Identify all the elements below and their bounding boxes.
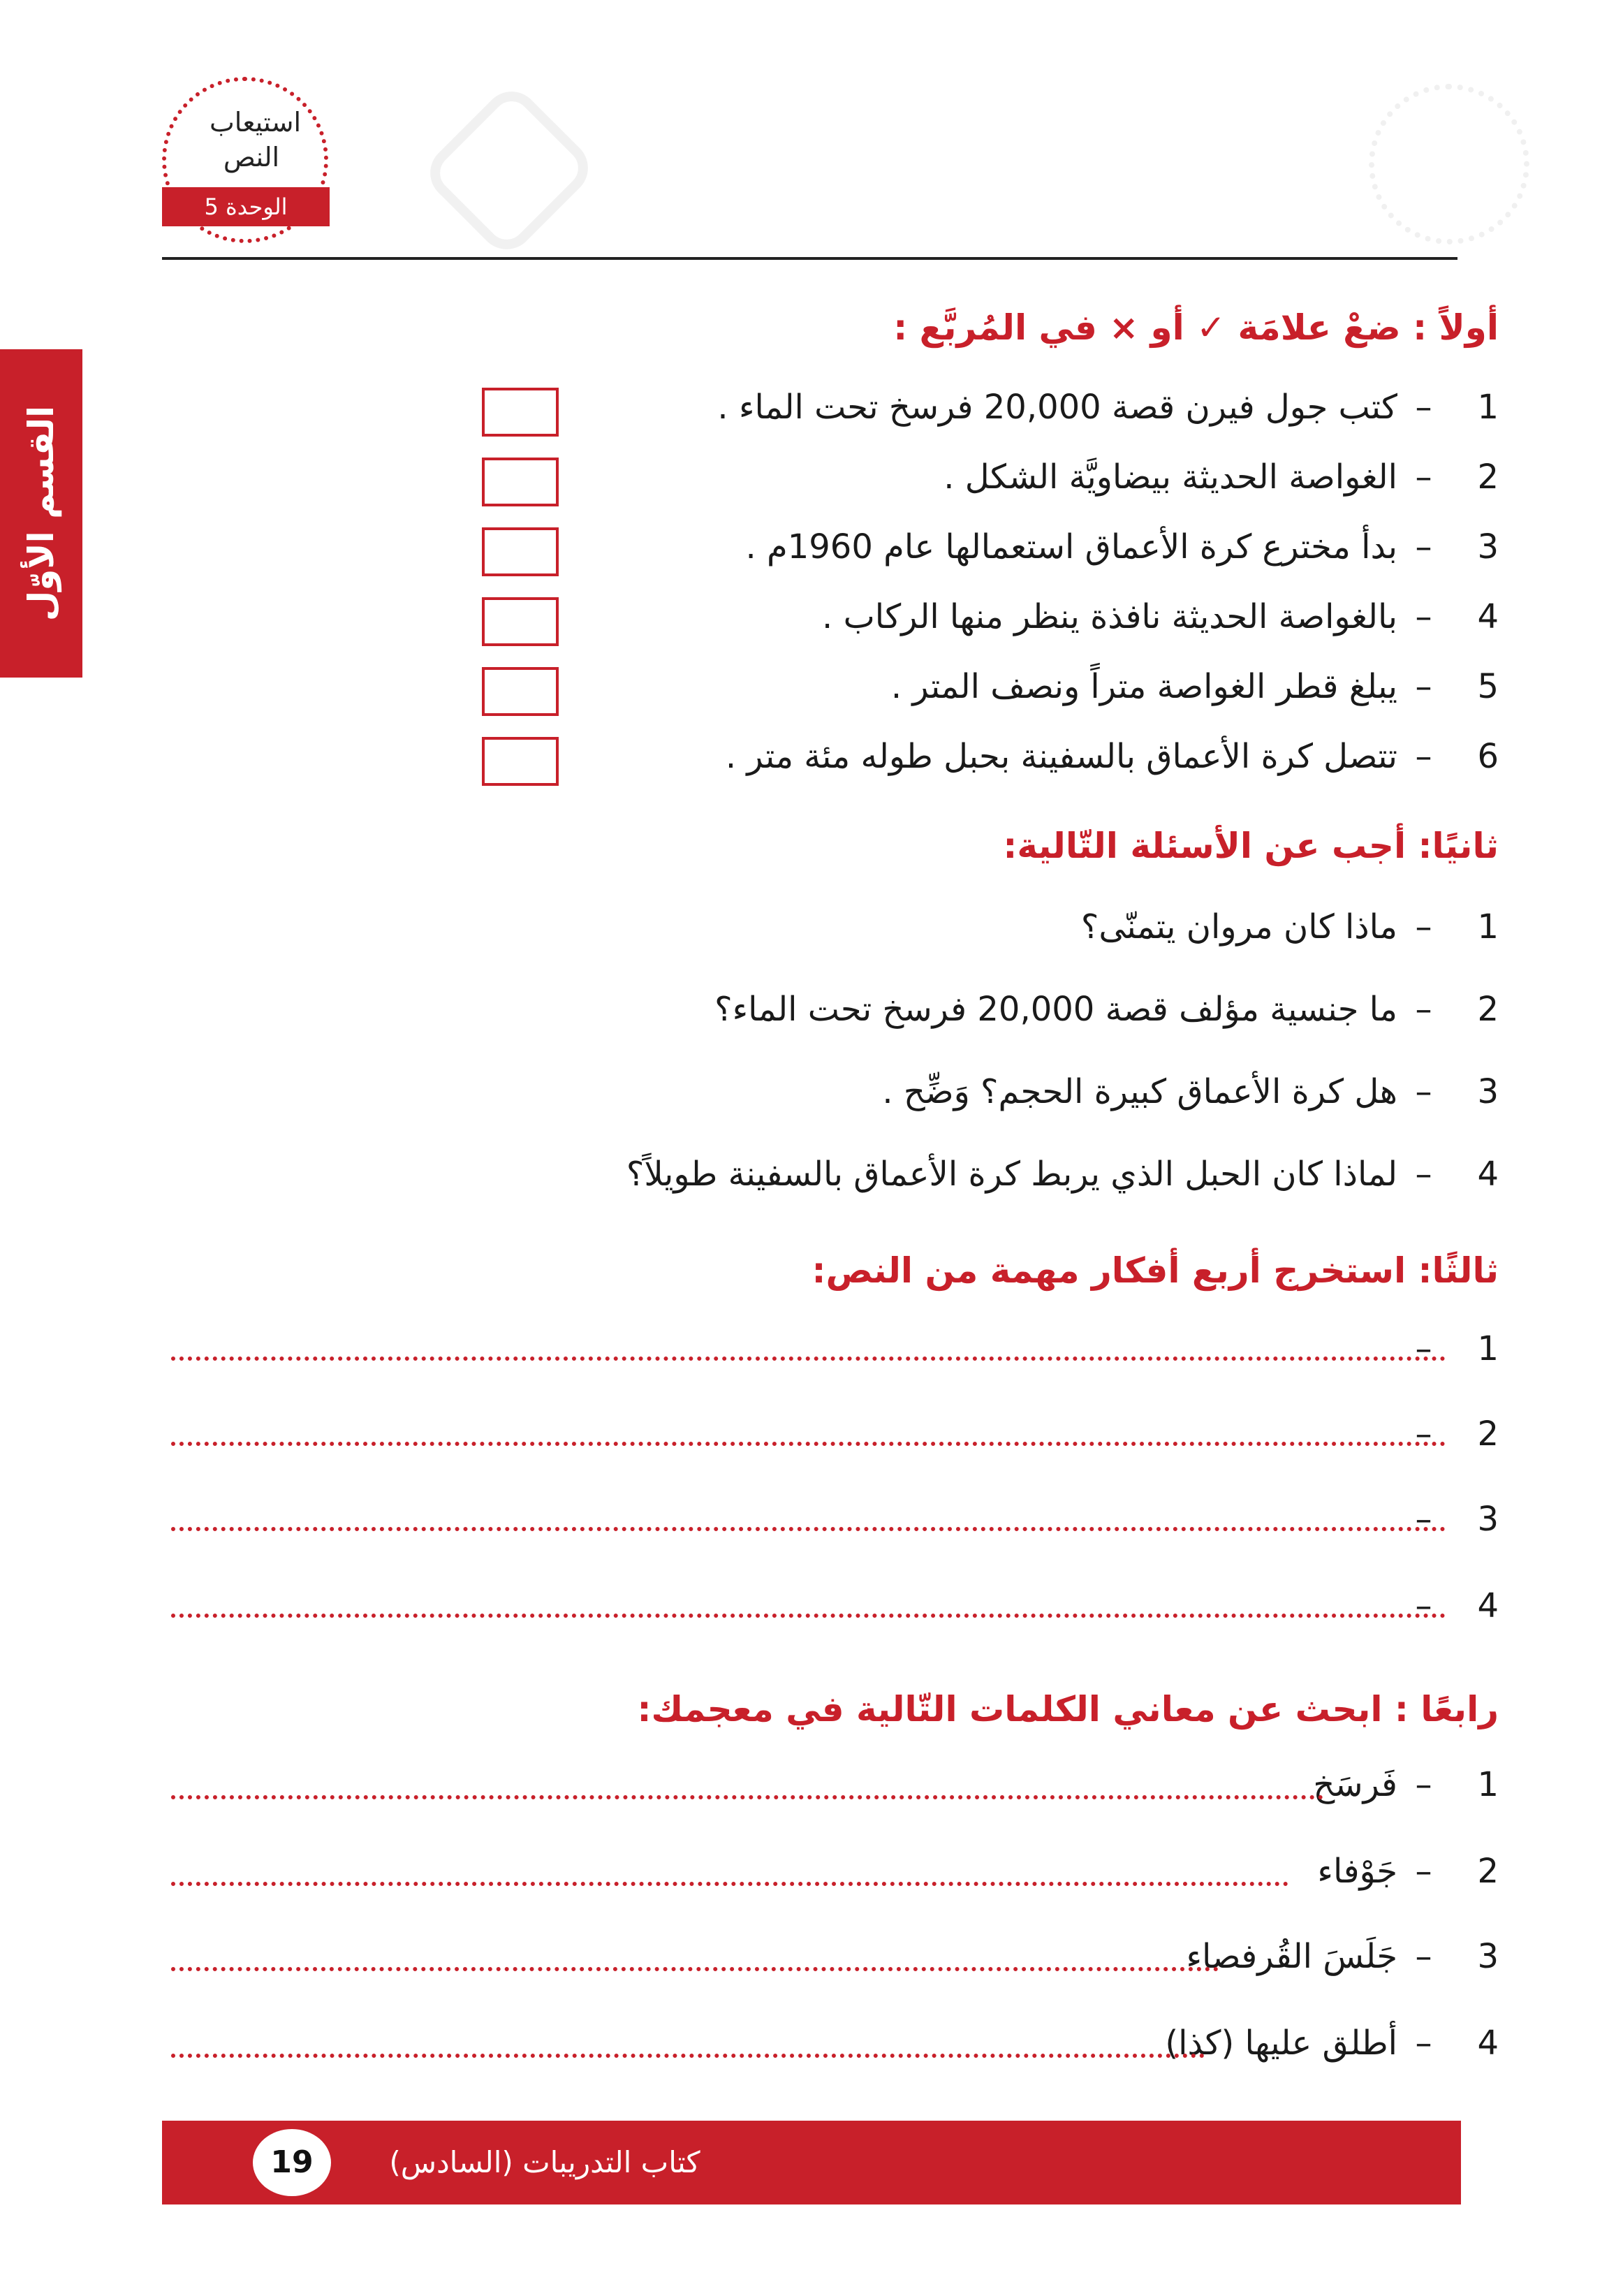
section4-item (172, 1925, 1499, 1988)
item-number: 3 (1477, 1072, 1499, 1111)
item-text: جَلَسَ القُرفصاء (1186, 1937, 1397, 1976)
section1-item (172, 725, 1499, 788)
item-dash: – (1415, 1329, 1432, 1368)
answer-line[interactable] (171, 1527, 1446, 1531)
answer-line[interactable] (171, 1882, 1288, 1886)
item-dash: – (1415, 458, 1432, 497)
item-dash: – (1415, 1500, 1432, 1539)
header-divider (162, 257, 1457, 260)
answer-checkbox-2[interactable] (482, 458, 559, 506)
item-dash: – (1415, 737, 1432, 776)
section3-item (172, 1403, 1499, 1465)
item-dash: – (1415, 1586, 1432, 1625)
section4-item (172, 1753, 1499, 1816)
section3-heading: ثالثًا: استخرج أربع أفكار مهمة من النص: (812, 1250, 1499, 1291)
item-number: 2 (1477, 458, 1499, 497)
lesson-badge-title (210, 105, 302, 175)
item-text: يبلغ قطر الغواصة متراً ونصف المتر . (890, 667, 1397, 706)
section3-item (172, 1574, 1499, 1637)
answer-line[interactable] (171, 1795, 1323, 1799)
item-text: ما جنسية مؤلف قصة 20,000 فرسخ تحت الماء؟ (714, 990, 1397, 1029)
item-dash: – (1415, 667, 1432, 706)
item-text: الغواصة الحديثة بيضاويَّة الشكل . (943, 458, 1397, 497)
item-dash: – (1415, 1155, 1432, 1194)
item-dash: – (1415, 597, 1432, 636)
item-number: 1 (1477, 1765, 1499, 1804)
section4-heading: رابعًا : ابحث عن معاني الكلمات التّالية في معجمك: (637, 1689, 1499, 1730)
item-number: 4 (1477, 1155, 1499, 1194)
section1-item (172, 585, 1499, 648)
answer-checkbox-5[interactable] (482, 667, 559, 716)
item-number: 4 (1477, 597, 1499, 636)
item-number: 6 (1477, 737, 1499, 776)
section4-item (172, 1840, 1499, 1903)
item-number: 4 (1477, 1586, 1499, 1625)
answer-checkbox-6[interactable] (482, 737, 559, 786)
item-number: 1 (1477, 388, 1499, 427)
section3-item (172, 1488, 1499, 1551)
section2-item (172, 978, 1499, 1041)
item-dash: – (1415, 1937, 1432, 1976)
item-dash: – (1415, 527, 1432, 566)
item-dash: – (1415, 2024, 1432, 2063)
item-text: أطلق عليها (كذا) (1165, 2024, 1397, 2063)
item-text: جَوْفاء (1317, 1852, 1397, 1891)
answer-line[interactable] (171, 1442, 1446, 1446)
item-number: 3 (1477, 527, 1499, 566)
section2-item (172, 1060, 1499, 1123)
item-dash: – (1415, 1414, 1432, 1454)
answer-checkbox-1[interactable] (482, 388, 559, 437)
item-number: 1 (1477, 1329, 1499, 1368)
answer-line[interactable] (171, 1967, 1219, 1971)
item-text: فَرسَخ (1313, 1765, 1397, 1804)
section3-item (172, 1317, 1499, 1380)
lesson-badge-title-line2: النص (223, 142, 280, 173)
item-number: 1 (1477, 907, 1499, 946)
item-dash: – (1415, 1852, 1432, 1891)
section1-heading: أولاً : ضعْ علامَة ✓ أو × في المُربَّع : (893, 307, 1499, 348)
answer-line[interactable] (171, 1614, 1446, 1618)
faint-background-shape (419, 80, 600, 261)
item-text: لماذا كان الحبل الذي يربط كرة الأعماق بالسفينة طويلاً؟ (626, 1155, 1397, 1194)
lesson-badge-title-line1: استيعاب (210, 107, 302, 138)
section2-item (172, 895, 1499, 958)
item-text: كتب جول فيرن قصة 20,000 فرسخ تحت الماء . (717, 388, 1397, 427)
section2-item (172, 1143, 1499, 1206)
unit-label: الوحدة 5 (162, 187, 330, 226)
answer-line[interactable] (171, 2054, 1205, 2058)
item-dash: – (1415, 388, 1432, 427)
item-number: 3 (1477, 1500, 1499, 1539)
section-side-tab-label: القسم الأوّل (21, 405, 61, 622)
item-number: 5 (1477, 667, 1499, 706)
section1-item (172, 655, 1499, 718)
section1-item (172, 446, 1499, 509)
item-dash: – (1415, 1765, 1432, 1804)
faint-background-badge (1369, 84, 1529, 244)
item-number: 3 (1477, 1937, 1499, 1976)
item-number: 2 (1477, 1414, 1499, 1454)
item-text: تتصل كرة الأعماق بالسفينة بحبل طوله مئة متر . (725, 737, 1397, 776)
item-text: هل كرة الأعماق كبيرة الحجم؟ وَضِّح . (882, 1072, 1397, 1111)
item-dash: – (1415, 907, 1432, 946)
book-title: كتاب التدريبات (السادس) (389, 2145, 700, 2179)
item-number: 2 (1477, 990, 1499, 1029)
section1-item (172, 515, 1499, 578)
page-number: 19 (253, 2129, 331, 2196)
answer-checkbox-4[interactable] (482, 597, 559, 646)
answer-checkbox-3[interactable] (482, 527, 559, 576)
item-text: بالغواصة الحديثة نافذة ينظر منها الركاب . (822, 597, 1397, 636)
item-dash: – (1415, 990, 1432, 1029)
item-dash: – (1415, 1072, 1432, 1111)
item-number: 2 (1477, 1852, 1499, 1891)
section2-heading: ثانيًا: أجب عن الأسئلة التّالية: (1003, 826, 1499, 866)
item-number: 4 (1477, 2024, 1499, 2063)
item-text: بدأ مخترع كرة الأعماق استعمالها عام 1960م . (745, 527, 1397, 566)
section4-item (172, 2012, 1499, 2075)
item-text: ماذا كان مروان يتمنّى؟ (1080, 907, 1397, 946)
answer-line[interactable] (171, 1357, 1446, 1361)
section1-item (172, 376, 1499, 439)
